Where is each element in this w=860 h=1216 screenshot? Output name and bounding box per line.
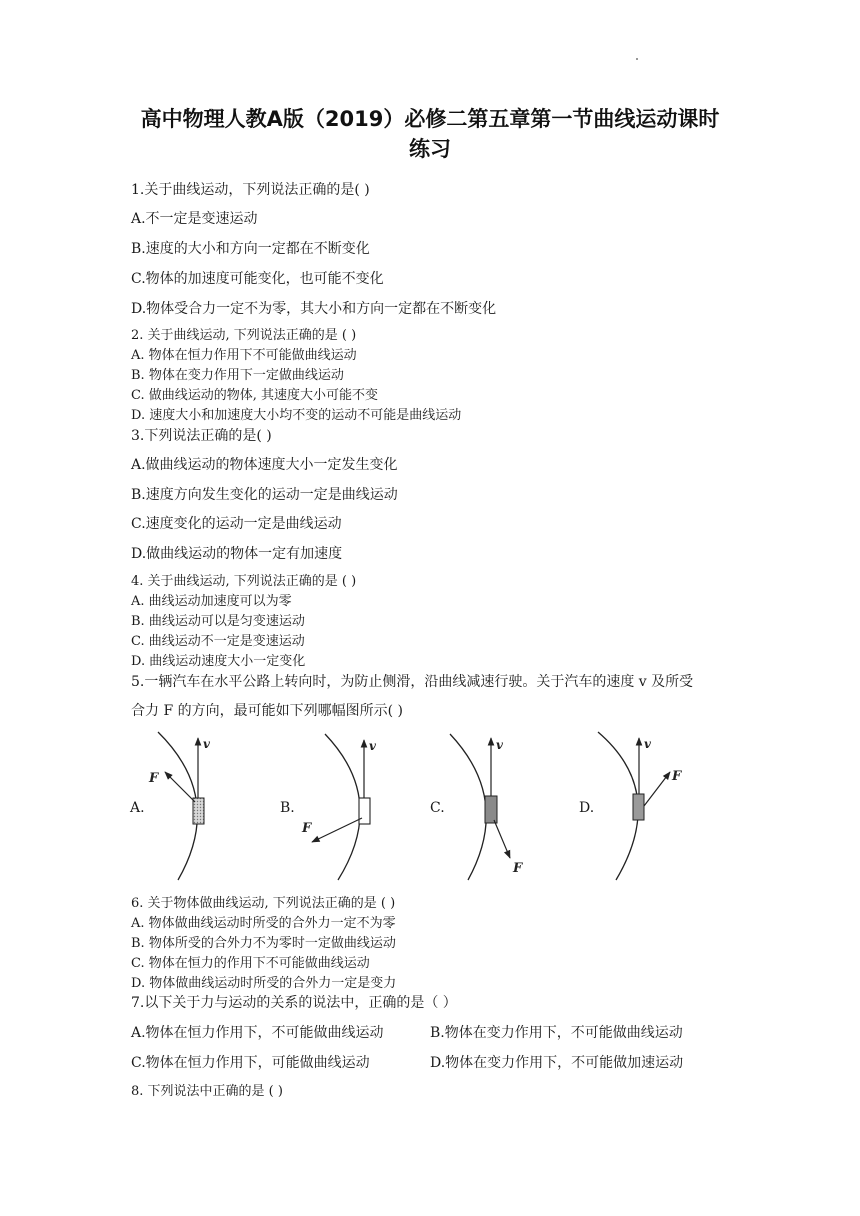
q4-option-a: A. 曲线运动加速度可以为零 <box>131 594 292 609</box>
q3-option-b: B.速度方向发生变化的运动一定是曲线运动 <box>131 487 398 503</box>
q7-option-d: D.物体在变力作用下，不可能做加速运动 <box>430 1055 684 1071</box>
q3-option-a: A.做曲线运动的物体速度大小一定发生变化 <box>131 457 398 473</box>
figure-b <box>301 734 377 880</box>
q4-option-b: B. 曲线运动可以是匀变速运动 <box>131 614 305 629</box>
q6-option-c: C. 物体在恒力的作用下不可能做曲线运动 <box>131 956 370 971</box>
figure-b-f-label: F <box>302 821 312 836</box>
title-line-1: 高中物理人教A版（2019）必修二第五章第一节曲线运动课时 <box>140 107 720 131</box>
figure-a <box>148 732 211 880</box>
figure-c-label: C. <box>430 800 445 816</box>
figure-a-force-arrow <box>165 772 195 802</box>
q6-option-b: B. 物体所受的合外力不为零时一定做曲线运动 <box>131 936 396 951</box>
q1-option-c: C.物体的加速度可能变化，也可能不变化 <box>131 271 384 287</box>
q1-option-b: B.速度的大小和方向一定都在不断变化 <box>131 241 370 257</box>
q7-option-a: A.物体在恒力作用下，不可能做曲线运动 <box>131 1025 384 1041</box>
document-title <box>120 104 740 164</box>
q1-stem: 1.关于曲线运动，下列说法正确的是( ) <box>131 182 370 198</box>
q4-stem: 4. 关于曲线运动, 下列说法正确的是 ( ) <box>131 574 357 589</box>
q2-option-a: A. 物体在恒力作用下不可能做曲线运动 <box>131 348 357 363</box>
figure-c-force-arrow <box>494 820 510 858</box>
figure-c-curve <box>450 734 486 880</box>
q2-option-b: B. 物体在变力作用下一定做曲线运动 <box>131 368 344 383</box>
q6-option-a: A. 物体做曲线运动时所受的合外力一定不为零 <box>131 916 396 931</box>
corner-dot <box>636 58 638 60</box>
q3-option-d: D.做曲线运动的物体一定有加速度 <box>131 546 343 562</box>
figure-b-curve <box>325 734 360 880</box>
q6-stem: 6. 关于物体做曲线运动, 下列说法正确的是 ( ) <box>131 896 396 911</box>
figure-d <box>598 732 682 880</box>
figure-d-car <box>633 794 644 820</box>
figure-d-force-arrow <box>644 772 670 806</box>
figure-a-curve <box>158 732 197 880</box>
q7-stem: 7.以下关于力与运动的关系的说法中，正确的是（ ） <box>131 995 457 1011</box>
figure-d-label: D. <box>579 800 595 816</box>
figure-a-f-label: F <box>149 771 159 786</box>
q5-stem-line-2: 合力 F 的方向，最可能如下列哪幅图所示( ) <box>131 703 403 719</box>
q3-stem: 3.下列说法正确的是( ) <box>131 428 272 444</box>
figure-d-f-label: F <box>672 769 682 784</box>
q2-option-c: C. 做曲线运动的物体, 其速度大小可能不变 <box>131 388 379 403</box>
figure-c-car <box>485 796 497 823</box>
q1-option-a: A.不一定是变速运动 <box>131 211 258 227</box>
figure-c-f-label: F <box>513 861 523 876</box>
figure-a-label: A. <box>130 800 145 816</box>
q2-stem: 2. 关于曲线运动, 下列说法正确的是 ( ) <box>131 328 357 343</box>
figure-d-v-label: v <box>644 737 651 751</box>
figure-b-car <box>359 798 370 824</box>
q5-stem-line-1: 5.一辆汽车在水平公路上转向时，为防止侧滑，沿曲线减速行驶。关于汽车的速度 v 及所受 <box>131 674 694 690</box>
figure-c-v-label: v <box>496 738 503 752</box>
q7-option-c: C.物体在恒力作用下，可能做曲线运动 <box>131 1055 370 1071</box>
figure-a-v-label: v <box>203 737 210 751</box>
q4-option-c: C. 曲线运动不一定是变速运动 <box>131 634 305 649</box>
figure-b-v-label: v <box>369 739 376 753</box>
q1-option-d: D.物体受合力一定不为零，其大小和方向一定都在不断变化 <box>131 301 497 317</box>
q4-option-d: D. 曲线运动速度大小一定变化 <box>131 654 306 669</box>
figure-b-label: B. <box>280 800 295 816</box>
title-line-2: 练习 <box>409 137 451 161</box>
figure-d-curve <box>598 732 638 880</box>
q2-option-d: D. 速度大小和加速度大小均不变的运动不可能是曲线运动 <box>131 408 462 423</box>
q5-figures <box>130 728 730 886</box>
q8-stem: 8. 下列说法中正确的是 ( ) <box>131 1084 283 1099</box>
q7-option-b: B.物体在变力作用下，不可能做曲线运动 <box>430 1025 683 1041</box>
figure-c <box>450 734 523 880</box>
figure-b-force-arrow <box>312 818 362 842</box>
q3-option-c: C.速度变化的运动一定是曲线运动 <box>131 516 342 532</box>
q6-option-d: D. 物体做曲线运动时所受的合外力一定是变力 <box>131 976 397 991</box>
